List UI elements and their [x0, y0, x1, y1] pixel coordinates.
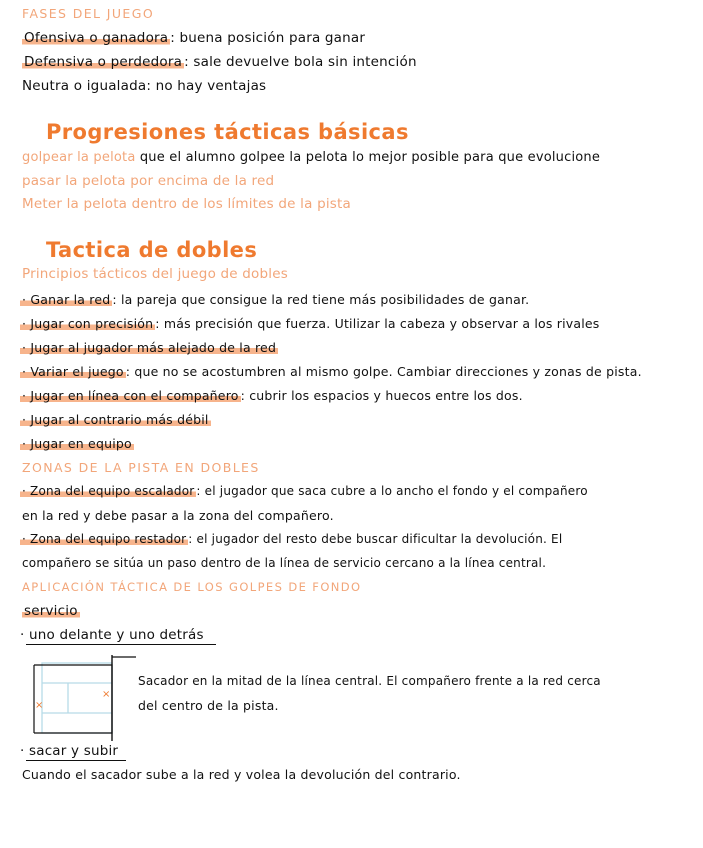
zona-desc: : el jugador que saca cubre a lo ancho el fondo y el compañero [196, 484, 588, 498]
principio-item [20, 436, 134, 451]
principio-desc: : que no se acostumbren al mismo golpe. Cambiar direcciones y zonas de pista. [125, 364, 642, 379]
principio-desc: : la pareja que consigue la red tiene más posibilidades de ganar. [112, 292, 530, 307]
progresion-term: golpear la pelota [22, 150, 136, 165]
fase-row-ofensiva [22, 30, 365, 46]
principio-term: · Variar el juego [22, 364, 124, 379]
court-note-2: del centro de la pista. [138, 698, 279, 713]
progresion-desc: que el alumno golpee la pelota lo mejor posible para que evolucione [139, 150, 601, 165]
player-server-marker: × [35, 700, 44, 711]
fase-term: Ofensiva o ganadora [24, 30, 169, 46]
progresion-line-3: Meter la pelota dentro de los límites de la pista [22, 196, 352, 212]
player-partner-marker: × [102, 689, 111, 700]
zona-desc: : el jugador del resto debe buscar dificultar la devolución. El [188, 532, 563, 546]
zona-term: · Zona del equipo restador [22, 532, 187, 546]
zona-escalador [20, 484, 588, 498]
principio-item [20, 388, 523, 403]
principio-desc: : cubrir los espacios y huecos entre los dos. [240, 388, 523, 403]
sacar-subir-desc: Cuando el sacador sube a la red y volea la devolución del contrario. [22, 767, 461, 782]
fases-heading: FASES DEL JUEGO [22, 6, 155, 21]
zona-escalador-cont: en la red y debe pasar a la zona del compañero. [22, 508, 334, 523]
principio-term: · Ganar la red [22, 292, 111, 307]
court-frame-outline [34, 665, 112, 733]
principio-term: · Jugar en línea con el compañero [22, 388, 239, 403]
fase-row-neutra [22, 78, 266, 94]
fase-desc: : sale devuelve bola sin intención [184, 54, 417, 70]
principio-item [20, 364, 642, 379]
fase-row-defensiva [22, 54, 417, 70]
uno-delante-label: · uno delante y uno detrás [20, 627, 204, 643]
principio-item [20, 292, 529, 307]
zona-restador-cont: compañero se sitúa un paso dentro de la línea de servicio cercano a la línea central. [22, 556, 547, 570]
zona-term: · Zona del equipo escalador [22, 484, 195, 498]
dobles-title: Tactica de dobles [46, 238, 258, 262]
progresiones-title: Progresiones tácticas básicas [46, 120, 409, 144]
progresion-line-2: pasar la pelota por encima de la red [22, 173, 275, 189]
principio-term: · Jugar con precisión [22, 316, 154, 331]
servicio-label [22, 603, 80, 619]
principio-desc: : más precisión que fuerza. Utilizar la cabeza y observar a los rivales [155, 316, 600, 331]
fase-term: Neutra o igualada [22, 78, 147, 94]
fase-desc: : no hay ventajas [146, 78, 267, 94]
sacar-subir-underline [26, 760, 126, 761]
servicio-text: servicio [24, 603, 78, 619]
aplicacion-heading: APLICACIÓN TÁCTICA DE LOS GOLPES DE FONDO [22, 580, 362, 594]
zonas-heading: ZONAS DE LA PISTA EN DOBLES [22, 460, 260, 475]
principio-term: · Jugar al contrario más débil [22, 412, 209, 427]
zona-restador [20, 532, 562, 546]
principios-heading: Principios tácticos del juego de dobles [22, 266, 288, 282]
sacar-subir-label: · sacar y subir [20, 743, 119, 759]
principio-term: · Jugar al jugador más alejado de la red [22, 340, 277, 355]
principio-item [20, 412, 211, 427]
principio-item [20, 340, 278, 355]
court-note-1: Sacador en la mitad de la línea central. El compañero frente a la red cerca [138, 674, 601, 688]
fase-term: Defensiva o perdedora [24, 54, 183, 70]
progresion-line-1 [22, 150, 600, 165]
principio-term: · Jugar en equipo [22, 436, 132, 451]
court-diagram [32, 655, 138, 741]
fase-desc: : buena posición para ganar [170, 30, 366, 46]
uno-delante-underline [26, 644, 216, 645]
principio-item [20, 316, 600, 331]
